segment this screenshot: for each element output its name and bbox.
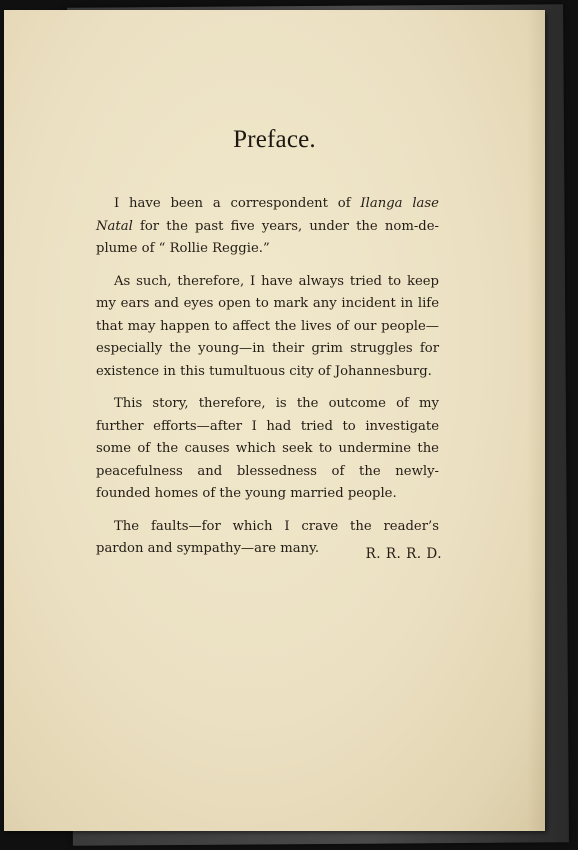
paragraph-1-end: for the past five years, under the nom-de-plume of “ Rollie Reggie.” <box>96 218 439 256</box>
paragraph-2: As such, therefore, I have always tried to keep my ears and eyes open to mark any incident in life that may happen to affect the lives of our people—especially the young—in their grim struggles for existence in this tumultuous city of Johannesburg. <box>96 273 439 379</box>
page-title: Preface. <box>233 126 316 153</box>
paragraph-1-start: I have been a correspondent of <box>114 196 361 211</box>
author-signature: R. R. R. D. <box>365 546 442 562</box>
paragraph-1 <box>96 193 439 261</box>
paragraph-4: The faults—for which I crave the reader’s pardon and sympathy—are many. <box>96 518 439 556</box>
preface-body <box>96 193 439 571</box>
newspaper-name: Ilanga lase Natal <box>96 196 439 234</box>
book-page <box>4 10 545 831</box>
paragraph-3: This story, therefore, is the outcome of my further efforts—after I had tried to investigate some of the causes which seek to undermine the peacefulness and blessedness of the newly-founded homes of the young married people. <box>96 396 439 501</box>
